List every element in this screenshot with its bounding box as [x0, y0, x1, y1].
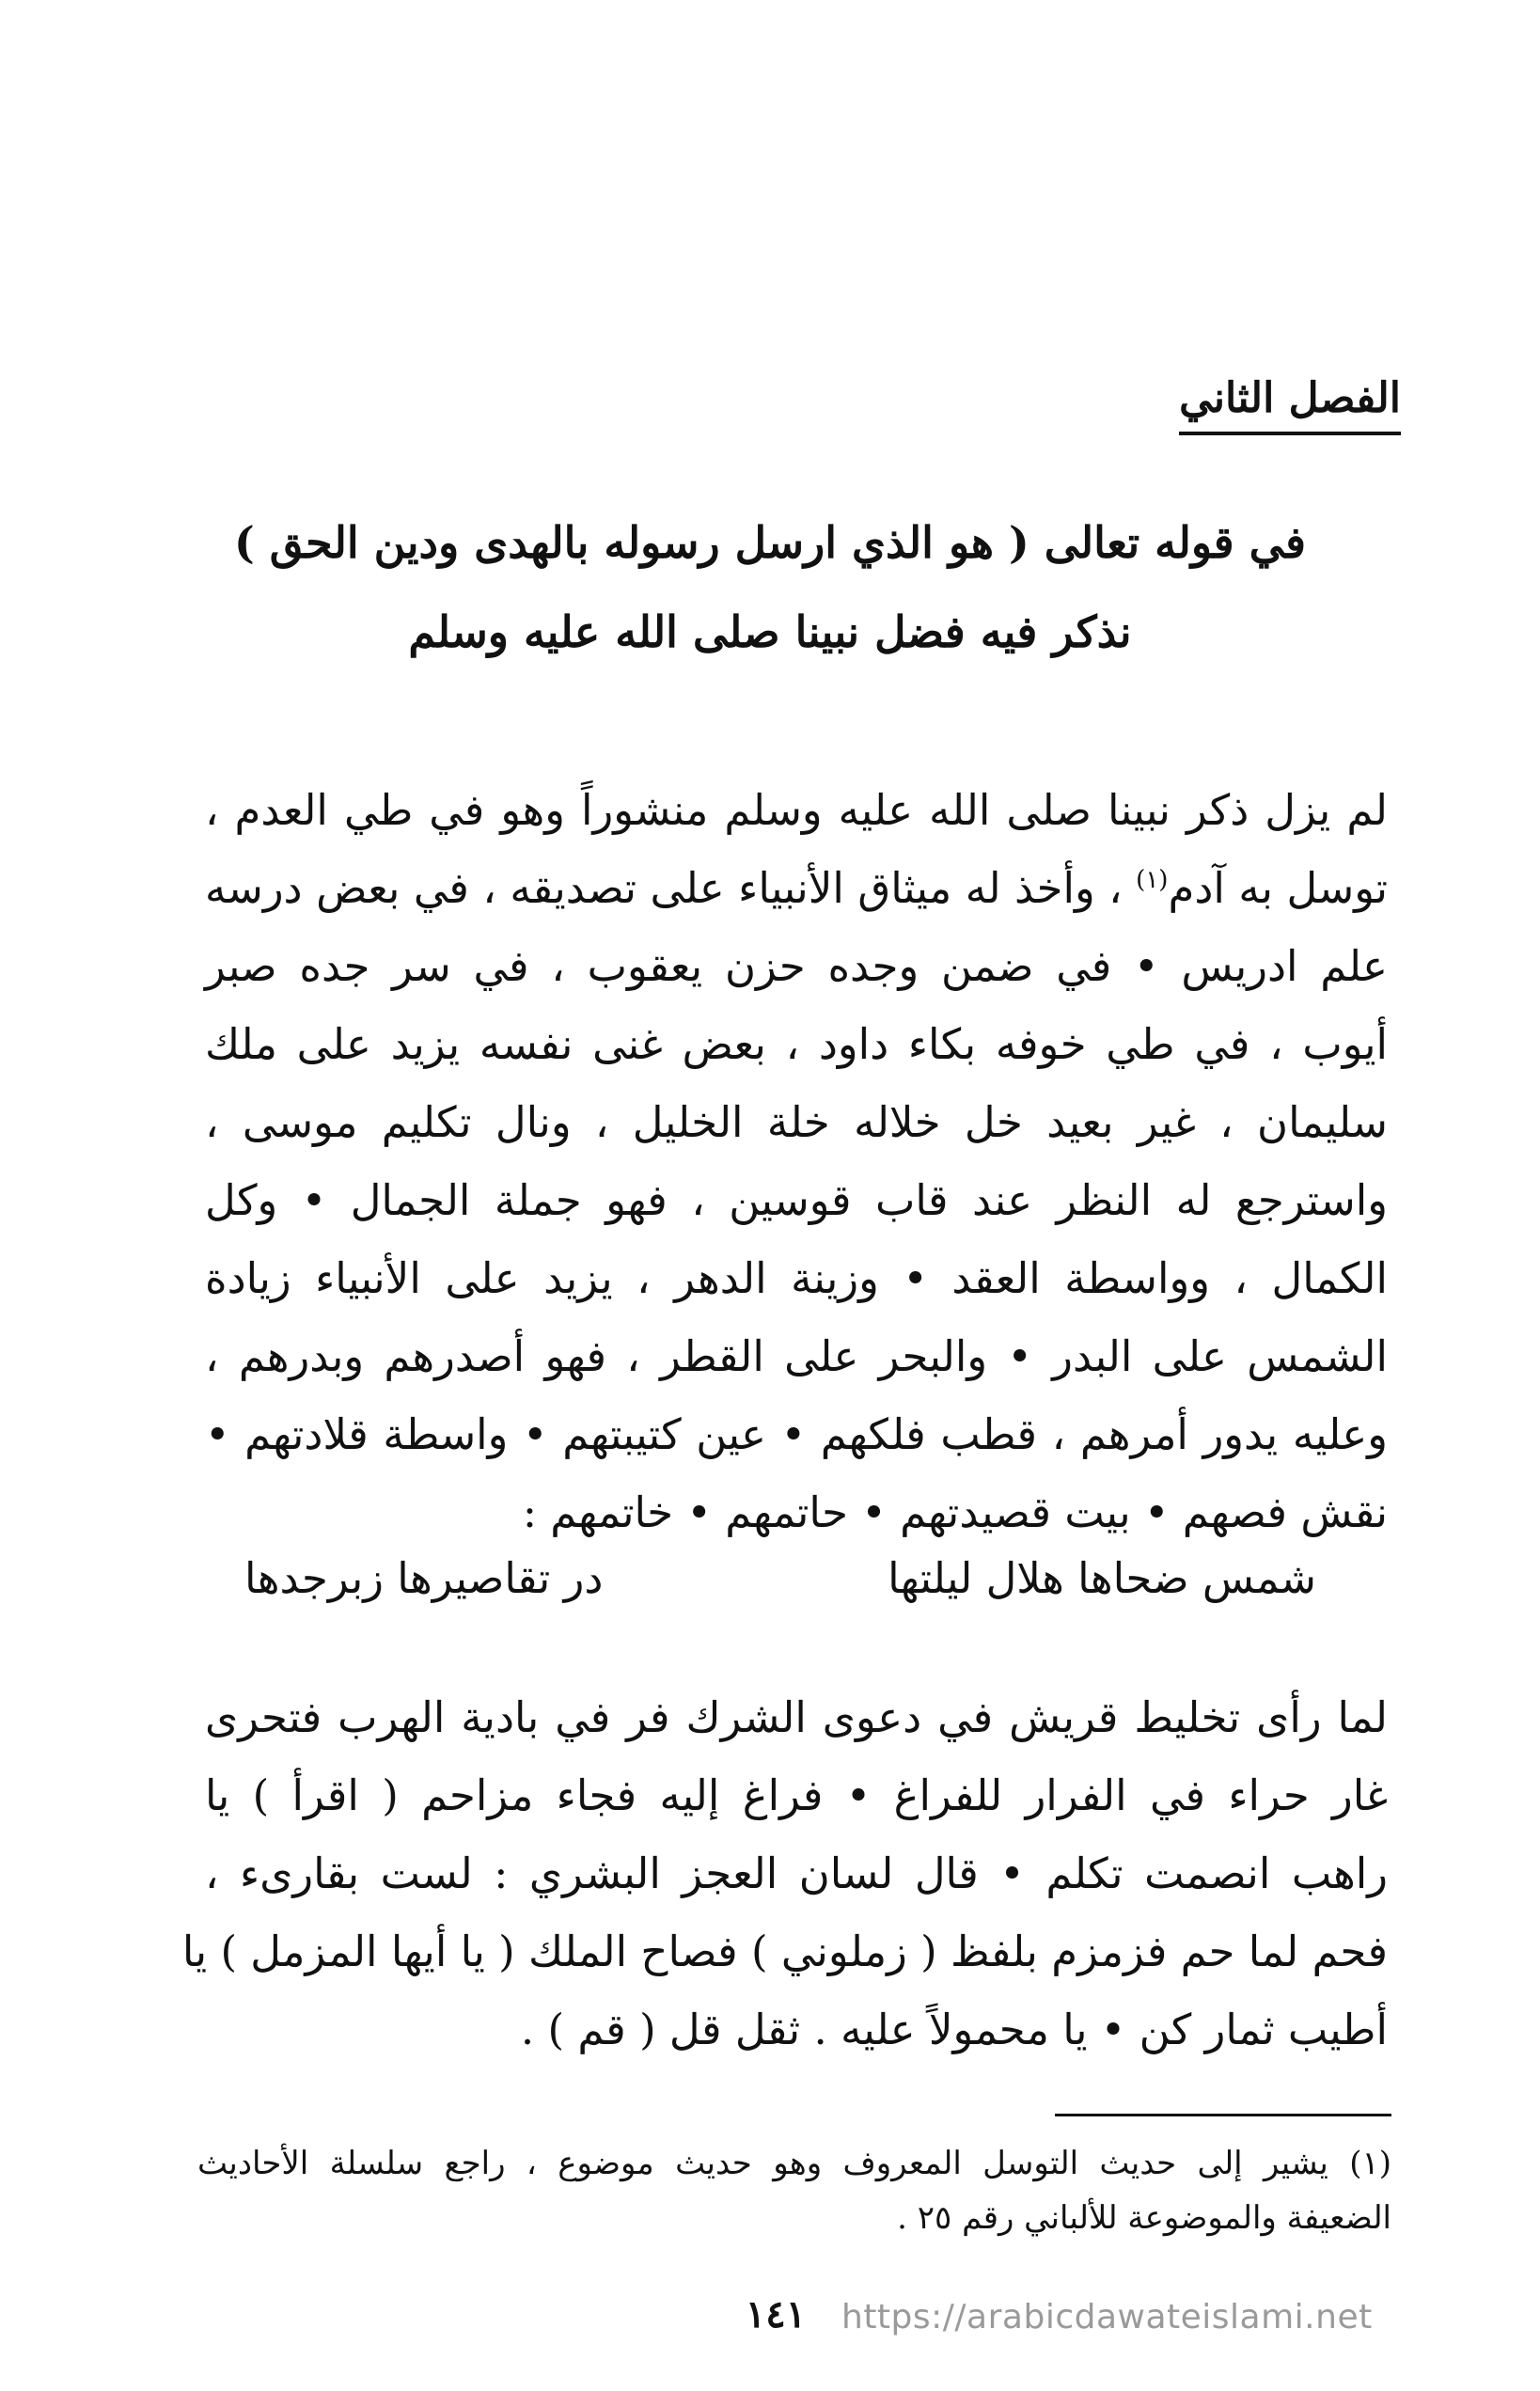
page-number: ١٤١ — [745, 2292, 807, 2336]
paragraph-line: سليمان ، غير بعيد خل خلاله خلة الخليل ، ونال تكليم موسى ، — [205, 1097, 1388, 1147]
paragraph-line: واسترجع له النظر عند قاب قوسين ، فهو جملة الجمال • وكل — [205, 1175, 1388, 1225]
body-paragraph-2 — [181, 1678, 1388, 2069]
paragraph-line: الكمال ، وواسطة العقد • وزينة الدهر ، يزيد على الأنبياء زيادة — [205, 1253, 1388, 1303]
poem-second-hemistich: در تقاصيرها زبرجدها — [244, 1553, 604, 1603]
paragraph-line: لما رأى تخليط قريش في دعوى الشرك فر في بادية الهرب فتحرى — [205, 1692, 1388, 1742]
chapter-title: الفصل الثاني — [1179, 374, 1401, 435]
paragraph-line: وعليه يدور أمرهم ، قطب فلكهم • عين كتيبتهم • واسطة قلادتهم • — [205, 1409, 1388, 1459]
paragraph-line-start: توسل به آدم — [1168, 863, 1389, 913]
paragraph-line: نقش فصهم • بيت قصيدتهم • حاتمهم • خاتمهم : — [522, 1487, 1388, 1537]
poem-verse — [244, 1553, 1316, 1603]
footnotes — [197, 2136, 1391, 2245]
paragraph-line: فحم لما حم فزمزم بلفظ ( زملوني ) فصاح الملك ( يا أيها المزمل ) يا — [181, 1927, 1388, 1976]
paragraph-line: أيوب ، في طي خوفه بكاء داود ، بعض غنى نفسه يزيد على ملك — [205, 1019, 1388, 1069]
paragraph-line: علم ادريس • في ضمن وجده حزن يعقوب ، في سر جده صبر — [205, 941, 1388, 991]
paragraph-line: أطيب ثمار كن • يا محمولاً عليه . ثقل قل ( قم ) . — [520, 2005, 1388, 2054]
body-paragraph-1 — [205, 771, 1388, 1551]
poem-first-hemistich: شمس ضحاها هلال ليلتها — [888, 1553, 1316, 1603]
heading-subtitle: نذكر فيه فضل نبينا صلى الله عليه وسلم — [408, 606, 1132, 657]
footnote-line: (١) يشير إلى حديث التوسل المعروف وهو حديث موضوع ، راجع سلسلة الأحاديث — [197, 2145, 1391, 2182]
watermark-url: https://arabicdawateislami.net — [841, 2298, 1373, 2336]
footnote-divider — [1055, 2114, 1391, 2116]
footnote-line: الضعيفة والموضوعة للألباني رقم ٢٥ . — [897, 2199, 1391, 2237]
paragraph-line — [205, 849, 1388, 927]
heading-verse: في قوله تعالى ( هو الذي ارسل رسوله بالهدى ودين الحق ) — [234, 517, 1306, 568]
paragraph-line-rest: ، وأخذ له ميثاق الأنبياء على تصديقه ، في بعض درسه — [205, 863, 1123, 913]
paragraph-line: راهب انصمت تكلم • قال لسان العجز البشري : لست بقارىء ، — [205, 1848, 1388, 1898]
paragraph-line: غار حراء في الفرار للفراغ • فراغ إليه فجاء مزاحم ( اقرأ ) يا — [205, 1770, 1388, 1820]
paragraph-line: الشمس على البدر • والبحر على القطر ، فهو أصدرهم وبدرهم ، — [205, 1331, 1388, 1381]
footnote-reference: (١) — [1136, 866, 1169, 894]
paragraph-line: لم يزل ذكر نبينا صلى الله عليه وسلم منشوراً وهو في طي العدم ، — [205, 785, 1388, 835]
